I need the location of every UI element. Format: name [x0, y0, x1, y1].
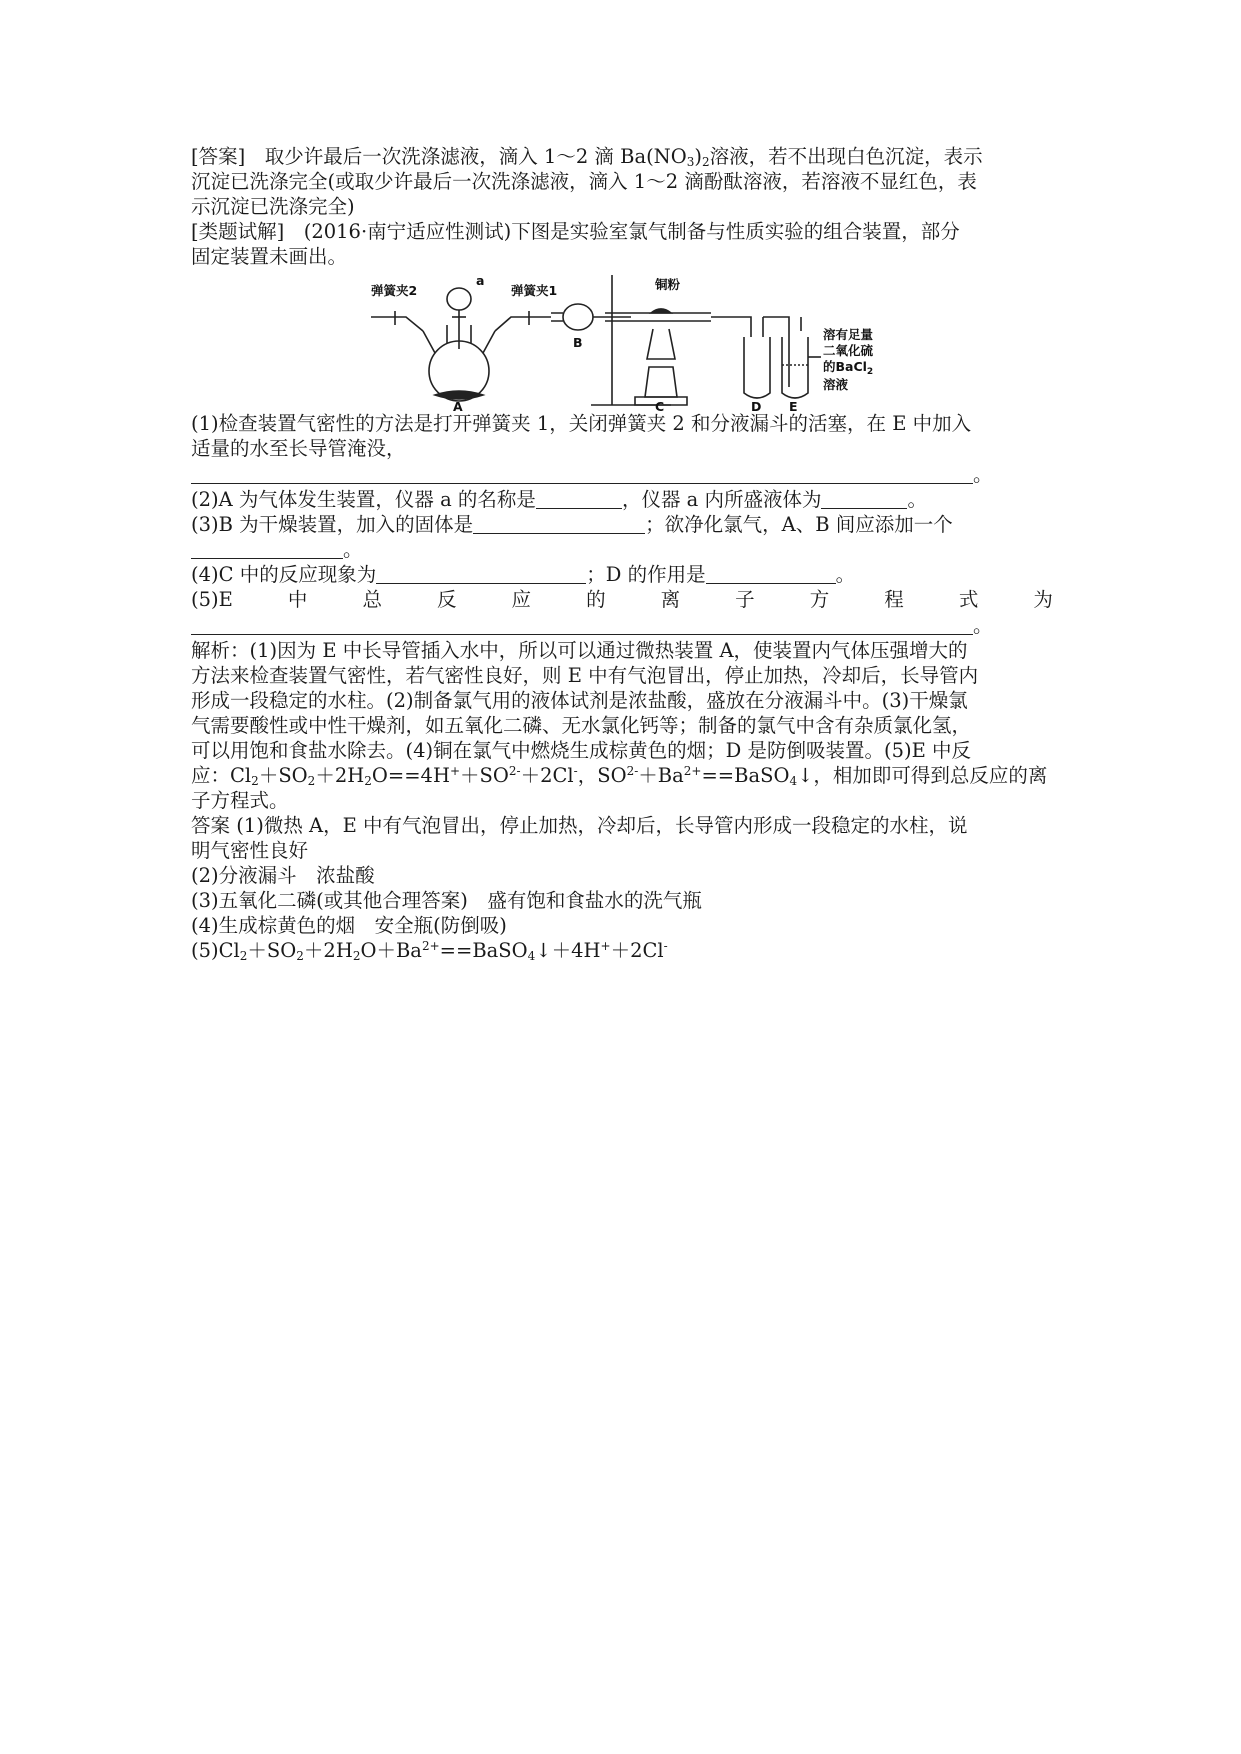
answer-blank[interactable]: [191, 461, 973, 484]
text: ): [694, 145, 702, 168]
text: ＋2Cl: [520, 764, 574, 787]
apparatus-figure: [191, 269, 1053, 411]
text: 溶液，若不出现白色沉淀，表示: [709, 145, 983, 168]
text: O==4H: [371, 764, 450, 787]
text: 子: [735, 588, 755, 611]
drying-tube-b: [563, 304, 593, 330]
text: 固定装置未画出。: [191, 245, 348, 268]
text: 答案 (1)微热 A，E 中有气泡冒出，停止加热，冷却后，长导管内形成一段稳定的水柱，说: [191, 814, 968, 837]
text: 式: [958, 588, 979, 611]
superscript: -: [663, 939, 668, 953]
text: ==BaSO: [439, 939, 528, 962]
text: 。: [835, 563, 856, 586]
question-2: [191, 487, 1053, 512]
superscript: +: [449, 764, 461, 778]
label-clamp-1: 弹簧夹1: [511, 283, 558, 298]
label-B: B: [573, 335, 583, 350]
text: 方法来检查装置气密性，若气密性良好，则 E 中有气泡冒出，停止加热，冷却后，长导管内: [191, 664, 979, 687]
previous-answer: [191, 144, 1053, 219]
label-C: C: [655, 399, 665, 411]
question-5-blank: [191, 612, 1053, 638]
question-5-line: [191, 587, 1053, 612]
tube-c-to-d: [711, 317, 751, 337]
test-tube-d: [744, 337, 770, 398]
text: (2)分液漏斗 浓盐酸: [191, 864, 375, 887]
text: (5)E: [191, 588, 233, 611]
text: ；欲净化氯气，A、B 间应添加一个: [645, 513, 953, 536]
text: 适量的水至长导管淹没，: [191, 437, 406, 460]
text: 应: [511, 588, 532, 611]
answer-blank[interactable]: [191, 612, 973, 635]
text: ＋2Cl: [610, 939, 664, 962]
tube-left: [371, 317, 423, 331]
text: ↓，相加即可得到总反应的离: [797, 764, 1048, 787]
alcohol-lamp: [645, 367, 677, 397]
document-page: [191, 144, 1053, 963]
subscript: 2: [307, 774, 316, 788]
text: 反: [436, 588, 457, 611]
label-a: a: [476, 273, 485, 288]
iron-stand: [591, 275, 671, 405]
text: 。: [343, 538, 363, 561]
tube-d-to-e: [763, 317, 789, 331]
label-solution-1: 溶有足量: [823, 327, 874, 342]
text: 。: [907, 488, 927, 511]
text: (3)五氧化二磷(或其他合理答案) 盛有饱和食盐水的洗气瓶: [191, 889, 702, 912]
answer-blank[interactable]: [821, 489, 907, 509]
text: 方: [809, 588, 830, 611]
text: (2)A 为气体发生装置，仪器 a 的名称是: [191, 488, 536, 511]
subscript: 4: [527, 949, 536, 963]
text: 。: [973, 614, 993, 637]
test-tube-e: [782, 337, 808, 398]
apparatus-diagram: [191, 269, 1053, 411]
text: 形成一段稳定的水柱。(2)制备氯气用的液体试剂是浓盐酸，盛放在分液漏斗中。(3)干燥氯: [191, 689, 968, 712]
text: ，SO: [577, 764, 627, 787]
subscript: 2: [702, 155, 710, 169]
text: 的: [586, 588, 606, 611]
answer-blank[interactable]: [473, 514, 645, 534]
text: ＋SO: [258, 764, 308, 787]
text: 子方程式。: [191, 789, 289, 812]
subscript: 2: [364, 774, 372, 788]
label-E: E: [789, 399, 798, 411]
text: (4)生成棕黄色的烟 安全瓶(防倒吸): [191, 914, 507, 937]
subscript: 3: [686, 155, 695, 169]
superscript: 2+: [421, 939, 440, 953]
text: 示沉淀已洗涤完全): [191, 195, 355, 218]
text: 离: [660, 588, 681, 611]
text: O＋Ba: [360, 939, 422, 962]
text: [答案] 取少许最后一次洗涤滤液，滴入 1～2 滴 Ba(NO: [191, 145, 687, 168]
text: [类题试解] (2016·南宁适应性测试)下图是实验室氯气制备与性质实验的组合装置，部分: [191, 220, 960, 243]
text: (5)Cl: [191, 939, 240, 962]
label-solution-2: 二氧化硫: [823, 343, 874, 358]
text: 气需要酸性或中性干燥剂，如五氧化二磷、无水氯化钙等；制备的氯气中含有杂质氯化氢，: [191, 714, 972, 737]
answer-blank[interactable]: [191, 539, 343, 559]
answers: [191, 813, 1053, 963]
subscript: 2: [251, 774, 259, 788]
answer-blank[interactable]: [536, 489, 622, 509]
separatory-funnel: [447, 288, 471, 310]
text: 可以用饱和食盐水除去。(4)铜在氯气中燃烧生成棕黄色的烟；D 是防倒吸装置。(5)E 中反: [191, 739, 972, 762]
text: 总: [362, 588, 382, 611]
text: 中: [287, 588, 308, 611]
question-1: [191, 411, 1053, 487]
superscript: 2+: [683, 764, 702, 778]
label-copper-powder: 铜粉: [655, 277, 681, 292]
subscript: 2: [352, 949, 361, 963]
label-D: D: [751, 399, 762, 411]
text: (1)检查装置气密性的方法是打开弹簧夹 1，关闭弹簧夹 2 和分液漏斗的活塞，在 E 中加入: [191, 412, 972, 435]
text: ，仪器 a 内所盛液体为: [621, 488, 822, 511]
text: 应：Cl: [191, 764, 252, 787]
answer-blank[interactable]: [376, 564, 586, 584]
hard-glass-tube: [631, 313, 711, 321]
text: ；D 的作用是: [586, 563, 706, 586]
superscript: 2-: [508, 764, 521, 778]
text: 明气密性良好: [191, 839, 309, 862]
text: ==BaSO: [701, 764, 790, 787]
tube-to-b: [495, 317, 551, 331]
flask-a-contents: [435, 391, 483, 399]
copper-powder: [651, 309, 671, 313]
text: 。: [973, 463, 993, 486]
subscript: 4: [789, 774, 798, 788]
label-solution-3: 的BaCl$_2$: [823, 359, 874, 377]
label-A: A: [453, 399, 463, 411]
text: 解析：(1)因为 E 中长导管插入水中，所以可以通过微热装置 A，使装置内气体压强增大的: [191, 639, 968, 662]
text: 为: [1033, 588, 1053, 611]
text: ＋Ba: [638, 764, 684, 787]
question-4: [191, 562, 1053, 587]
superscript: +: [600, 939, 611, 953]
subscript: 2: [296, 949, 304, 963]
text: ＋SO: [460, 764, 509, 787]
answer-blank[interactable]: [706, 564, 836, 584]
text: 程: [884, 588, 904, 611]
text: (4)C 中的反应现象为: [191, 563, 377, 586]
superscript: -: [573, 764, 578, 778]
text: ↓＋4H: [535, 939, 601, 962]
text: ＋2H: [303, 939, 353, 962]
text: ＋SO: [247, 939, 297, 962]
superscript: 2-: [626, 764, 639, 778]
label-clamp-2: 弹簧夹2: [371, 283, 418, 298]
text: 沉淀已洗涤完全(或取少许最后一次洗涤滤液，滴入 1～2 滴酚酞溶液，若溶液不显红色，表: [191, 170, 977, 193]
burner-flame-guard: [647, 329, 675, 359]
drying-tube-neck: [551, 313, 563, 321]
analysis: [191, 638, 1053, 813]
question-intro: [191, 219, 1053, 269]
text: (3)B 为干燥装置，加入的固体是: [191, 513, 474, 536]
subscript: 2: [239, 949, 248, 963]
text: ＋2H: [315, 764, 365, 787]
question-3: [191, 512, 1053, 562]
label-solution-4: 溶液: [823, 377, 849, 392]
